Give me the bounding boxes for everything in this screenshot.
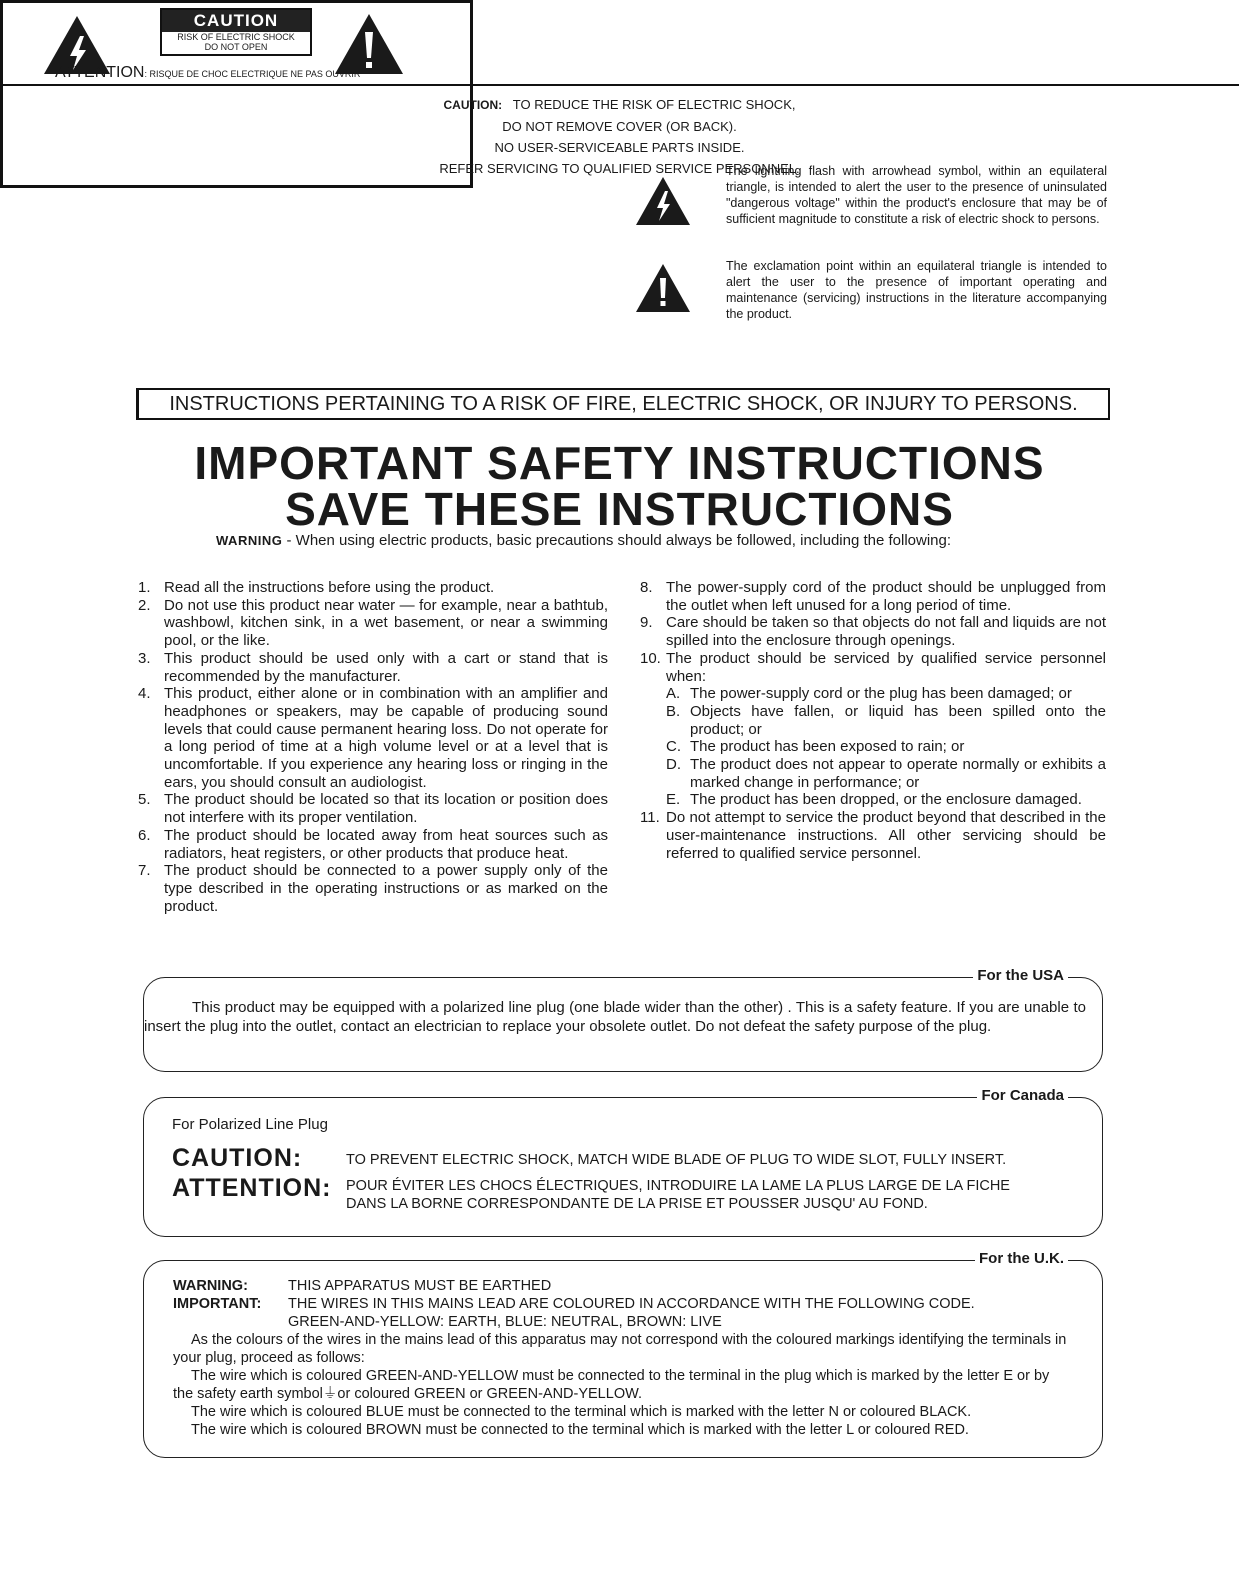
sub-list-item: E. The product has been dropped, or the enclosure damaged. xyxy=(666,791,1082,809)
caution-line-4: REFER SERVICING TO QUALIFIED SERVICE PERSONNEL. xyxy=(439,161,800,176)
canada-attention-line2: DANS LA BORNE CORRESPONDANTE DE LA PRISE ET POUSSER JUSQU' AU FOND. xyxy=(346,1196,928,1212)
uk-para3: The wire which is coloured BLUE must be connected to the terminal which is marked with the letter N or coloured BLACK. xyxy=(191,1404,972,1420)
sub-list-item: C. The product has been exposed to rain; or xyxy=(666,738,965,756)
attention-word: ATTENTION xyxy=(55,64,145,81)
list-item: 5. The product should be located so that its location or position does not interfere with its proper ventilation. xyxy=(138,791,608,827)
usa-section xyxy=(143,967,1103,1072)
caution-banner xyxy=(160,8,312,56)
instructions-heading-bar: INSTRUCTIONS PERTAINING TO A RISK OF FIRE, ELECTRIC SHOCK, OR INJURY TO PERSONS. xyxy=(136,388,1110,420)
usa-text: This product may be equipped with a polarized line plug (one blade wider than the other) . This is a safety feature. If you are unable to insert the plug into the outlet, contact an electrician to replace your obsolete outlet. Do not defeat the safety purpose of the plug. xyxy=(144,999,1086,1035)
uk-para1: As the colours of the wires in the mains lead of this apparatus may not correspond with the coloured markings identifying the terminals in your plug, proceed as follows: xyxy=(173,1332,1067,1366)
exclamation-symbol-icon xyxy=(634,262,692,314)
list-item: 2. Do not use this product near water — for example, near a bathtub, washbowl, kitchen sink, in a wet basement, or near a swimming pool, or the like. xyxy=(138,596,608,650)
sub-list-item: B. Objects have fallen, or liquid has been spilled onto the product; or xyxy=(666,702,1106,738)
instructions-left-column xyxy=(138,579,608,915)
uk-important-row xyxy=(173,1295,1072,1313)
list-item: 11. Do not attempt to service the product beyond that described in the user-maintenance instructions. All other servicing should be referred to qualified service personnel. xyxy=(640,809,1106,862)
exclamation-symbol-description: The exclamation point within an equilateral triangle is intended to alert the user to the presence of important operating and maintenance (servicing) instructions in the literature accompanying the product. xyxy=(726,259,1107,321)
caution-line-3: NO USER-SERVICEABLE PARTS INSIDE. xyxy=(494,140,745,155)
list-item: 6. The product should be located away from heat sources such as radiators, heat registers, or other products that produce heat. xyxy=(138,826,608,862)
list-item: 1. Read all the instructions before using the product. xyxy=(138,579,495,596)
warning-text: - When using electric products, basic precautions should always be followed, including the following: xyxy=(282,532,952,549)
uk-para2: The wire which is coloured GREEN-AND-YELLOW must be connected to the terminal in the plug which is marked by the letter E or by the safety earth symbol⏚or coloured GREEN or GREEN-AND-YELLOW. xyxy=(173,1368,1050,1402)
sub-list-item: D. The product does not appear to operate normally or exhibits a marked change in performance; or xyxy=(666,756,1106,791)
lightning-symbol-icon xyxy=(634,175,692,227)
list-item: 8. The power-supply cord of the product should be unplugged from the outlet when left unused for a long period of time. xyxy=(640,579,1106,614)
canada-attention-word: ATTENTION: xyxy=(172,1174,332,1202)
page-title: IMPORTANT SAFETY INSTRUCTIONS xyxy=(194,437,1045,489)
attention-line xyxy=(55,64,360,82)
page-subtitle: SAVE THESE INSTRUCTIONS xyxy=(285,483,954,535)
earth-symbol-icon: ⏚ xyxy=(322,1386,338,1402)
usa-label: For the USA xyxy=(973,967,1068,984)
uk-label: For the U.K. xyxy=(975,1250,1068,1267)
list-item: 4. This product, either alone or in combination with an amplifier and headphones or speakers, may be capable of producing sound levels that could cause permanent hearing loss. Do not operate for a long period of time at a high volume level or at a level that is uncomfortable. If you experience any hearing loss or ringing in the ears, you should consult an audiologist. xyxy=(138,685,608,791)
uk-important-line2: GREEN-AND-YELLOW: EARTH, BLUE: NEUTRAL, BROWN: LIVE xyxy=(288,1314,722,1330)
list-item: 7. The product should be connected to a power supply only of the type described in the operating instructions or as marked on the product. xyxy=(138,862,608,915)
attention-text: : RISQUE DE CHOC ELECTRIQUE NE PAS OUVRIR xyxy=(144,69,361,79)
caution-prefix: CAUTION: xyxy=(443,98,503,112)
uk-text-block xyxy=(173,1277,1072,1439)
lightning-symbol-description: The lightning flash with arrowhead symbol, within an equilateral triangle, is intended to alert the user to the presence of uninsulated "dangerous voltage" within the product's enclosure that may be of sufficient magnitude to constitute a risk of electric shock to persons. xyxy=(726,164,1107,226)
caution-label-top xyxy=(0,0,1239,86)
uk-warning-text: THIS APPARATUS MUST BE EARTHED xyxy=(288,1278,552,1294)
canada-attention-line1: POUR ÉVITER LES CHOCS ÉLECTRIQUES, INTRODUIRE LA LAME LA PLUS LARGE DE LA FICHE xyxy=(346,1178,1010,1194)
canada-subtitle: For Polarized Line Plug xyxy=(172,1116,328,1133)
warning-label: WARNING xyxy=(216,533,283,548)
sub-list-item: A. The power-supply cord or the plug has been damaged; or xyxy=(666,685,1072,703)
warning-line xyxy=(216,532,951,549)
uk-section xyxy=(143,1250,1103,1458)
uk-warning-word: WARNING: xyxy=(173,1278,248,1294)
list-item: 10. The product should be serviced by qualified service personnel when: A. The power-supply cord or the plug has been damaged; or B. Objects have fallen, or liquid has been spilled onto the product; or C. The product has been exposed to rain; or D. The product does not appear to operate normally or exhibits a marked change in performance; or E. The product has been dropped, or the enclosure damaged. xyxy=(640,649,1106,809)
caution-banner-line2: DO NOT OPEN xyxy=(204,42,268,52)
uk-important-line1: THE WIRES IN THIS MAINS LEAD ARE COLOURED IN ACCORDANCE WITH THE FOLLOWING CODE. xyxy=(288,1296,975,1312)
instructions-right-column xyxy=(640,579,1106,862)
list-item: 9. Care should be taken so that objects do not fall and liquids are not spilled into the enclosure through openings. xyxy=(640,614,1106,650)
caution-line-2: DO NOT REMOVE COVER (OR BACK). xyxy=(502,119,737,134)
caution-label-box xyxy=(0,0,800,188)
list-item: 3. This product should be used only with a cart or stand that is recommended by the manufacturer. xyxy=(138,649,608,685)
canada-section xyxy=(143,1087,1103,1237)
uk-para4: The wire which is coloured BROWN must be connected to the terminal which is marked with the letter L or coloured RED. xyxy=(191,1422,969,1438)
uk-warning-row xyxy=(173,1277,1072,1295)
caution-line-1: TO REDUCE THE RISK OF ELECTRIC SHOCK, xyxy=(512,97,796,112)
caution-banner-line1: RISK OF ELECTRIC SHOCK xyxy=(177,32,295,42)
canada-caution-word: CAUTION: xyxy=(172,1144,303,1172)
canada-caution-text: TO PREVENT ELECTRIC SHOCK, MATCH WIDE BLADE OF PLUG TO WIDE SLOT, FULLY INSERT. xyxy=(346,1152,1007,1168)
caution-banner-title: CAUTION xyxy=(162,10,310,32)
canada-label: For Canada xyxy=(977,1087,1068,1104)
uk-important-word: IMPORTANT: xyxy=(173,1296,262,1312)
